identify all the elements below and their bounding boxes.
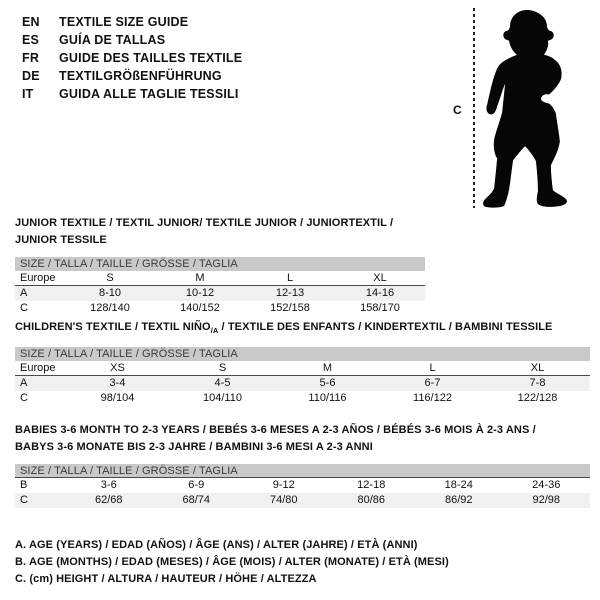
size-cell: 74/80: [269, 494, 298, 506]
language-code: ES: [22, 33, 40, 47]
row-label: C: [20, 392, 28, 405]
size-cell: XL: [530, 362, 545, 375]
size-row: [15, 376, 590, 391]
language-title-list: [22, 13, 242, 103]
size-cell: 12-13: [275, 287, 305, 299]
language-code: IT: [22, 87, 34, 101]
size-cell: 152/158: [270, 302, 310, 314]
height-dashed-line: [473, 8, 475, 208]
table-title-line: [15, 422, 590, 439]
language-row: [22, 13, 242, 31]
table-title-line: [15, 439, 590, 456]
language-row: [22, 31, 242, 49]
size-cell: 140/152: [180, 302, 220, 314]
size-cell: XL: [373, 272, 387, 284]
size-cell: M: [195, 272, 205, 284]
size-cell: 62/68: [94, 494, 123, 506]
footnote-line: A. AGE (YEARS) / EDAD (AÑOS) / ÂGE (ANS) / ALTER (JAHRE) / ETÀ (ANNI): [15, 539, 418, 551]
table-title: [15, 422, 590, 456]
title-segment: JUNIOR TEXTILE / TEXTIL JUNIOR/ TEXTILE JUNIOR / JUNIORTEXTIL / JUNIOR TESSILE: [15, 217, 394, 246]
language-row: [22, 49, 242, 67]
row-label: A: [20, 377, 28, 390]
table-title: [15, 319, 590, 339]
size-cell: 14-16: [365, 287, 395, 299]
language-title: GUIDE DES TAILLES TEXTILE: [59, 51, 243, 65]
size-cell: 104/110: [203, 392, 242, 405]
size-cell: XS: [110, 362, 125, 375]
size-cell: 158/170: [360, 302, 400, 314]
size-cell: 9-12: [272, 479, 295, 491]
row-label: B: [20, 479, 28, 491]
title-segment: /A: [210, 326, 219, 336]
size-cell: 8-10: [98, 287, 122, 299]
size-cell: 12-18: [357, 479, 386, 491]
table-babies: [15, 422, 590, 508]
language-code: DE: [22, 69, 40, 83]
size-cell: 24-36: [532, 479, 561, 491]
size-cell: M: [322, 362, 333, 375]
language-title: GUÍA DE TALLAS: [59, 33, 166, 47]
size-cell: S: [106, 272, 114, 284]
size-cell: L: [286, 272, 294, 284]
height-label-c: C: [453, 103, 462, 117]
size-row: [15, 286, 425, 301]
size-row: [15, 493, 590, 508]
size-row: [15, 391, 590, 406]
size-cell: 18-24: [444, 479, 473, 491]
size-cell: L: [429, 362, 436, 375]
language-title: TEXTILGRÖßENFÜHRUNG: [59, 69, 222, 83]
size-header-band: SIZE / TALLA / TAILLE / GRÖSSE / TAGLIA: [15, 257, 425, 271]
row-label: C: [20, 494, 28, 506]
language-title: TEXTILE SIZE GUIDE: [59, 15, 189, 29]
title-segment: / TEXTILE DES ENFANTS / KINDERTEXTIL / BAMBINI TESSILE: [218, 321, 553, 333]
language-row: [22, 67, 242, 85]
row-label: C: [20, 302, 28, 314]
footnote-line: B. AGE (MONTHS) / EDAD (MESES) / ÂGE (MOIS) / ALTER (MONATE) / ETÀ (MESI): [15, 556, 449, 568]
language-title: GUIDA ALLE TAGLIE TESSILI: [59, 87, 239, 101]
size-row: [15, 361, 590, 376]
size-cell: 3-6: [100, 479, 117, 491]
size-cell: 10-12: [185, 287, 215, 299]
size-cell: 5-6: [319, 377, 336, 390]
size-header-band: SIZE / TALLA / TAILLE / GRÖSSE / TAGLIA: [15, 347, 590, 361]
table-title: [15, 215, 425, 249]
size-cell: 110/116: [308, 392, 347, 405]
language-row: [22, 85, 242, 103]
size-row: [15, 478, 590, 493]
size-cell: 128/140: [90, 302, 130, 314]
size-cell: 86/92: [444, 494, 473, 506]
language-code: FR: [22, 51, 40, 65]
table-title-line: [15, 215, 425, 249]
size-cell: 4-5: [214, 377, 231, 390]
footnotes: [15, 537, 449, 588]
size-cell: 98/104: [100, 392, 135, 405]
size-cell: 80/86: [357, 494, 386, 506]
baby-silhouette-icon: [481, 8, 573, 209]
title-segment: BABYS 3-6 MONATE BIS 2-3 JAHRE / BAMBINI 3-6 MESI A 2-3 ANNI: [15, 441, 373, 453]
size-row: [15, 271, 425, 286]
size-cell: 6-9: [188, 479, 205, 491]
title-segment: CHILDREN'S TEXTILE / TEXTIL NIÑO: [15, 321, 211, 333]
row-label: A: [20, 287, 28, 299]
table-junior-textile: [15, 215, 425, 316]
size-row: [15, 301, 425, 316]
language-code: EN: [22, 15, 40, 29]
size-header-band: SIZE / TALLA / TAILLE / GRÖSSE / TAGLIA: [15, 464, 590, 478]
size-cell: 6-7: [424, 377, 441, 390]
size-cell: 68/74: [182, 494, 211, 506]
table-children-textile: [15, 319, 590, 406]
title-segment: BABIES 3-6 MONTH TO 2-3 YEARS / BEBÉS 3-6 MESES A 2-3 AÑOS / BÉBÉS 3-6 MOIS À 2-3 ANS /: [15, 424, 536, 436]
size-cell: 116/122: [413, 392, 452, 405]
table-title-line: [15, 319, 590, 339]
size-cell: 7-8: [529, 377, 546, 390]
row-label: Europe: [20, 272, 56, 284]
row-label: Europe: [20, 362, 56, 375]
size-cell: 122/128: [517, 392, 558, 405]
size-cell: 3-4: [109, 377, 126, 390]
size-cell: 92/98: [532, 494, 561, 506]
footnote-line: C. (cm) HEIGHT / ALTURA / HAUTEUR / HÖHE / ALTEZZA: [15, 573, 317, 585]
size-cell: S: [218, 362, 227, 375]
